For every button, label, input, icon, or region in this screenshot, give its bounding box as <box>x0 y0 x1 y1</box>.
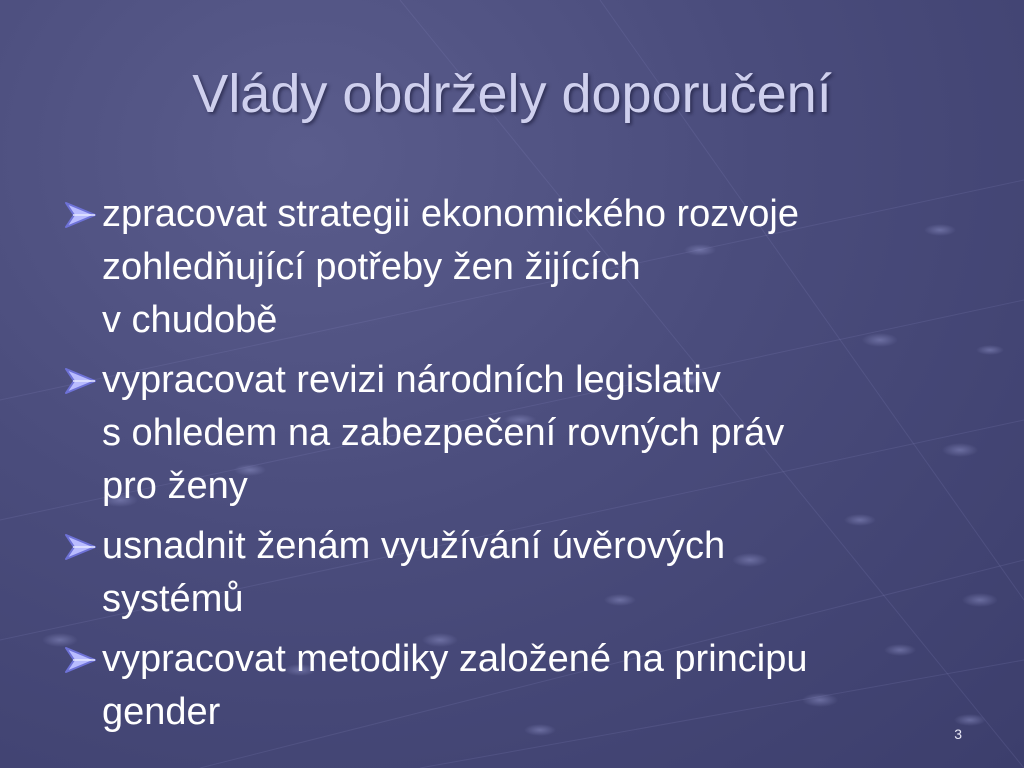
slide-number: 3 <box>954 726 962 742</box>
bullet-list <box>62 188 962 746</box>
slide-title: Vlády obdržely doporučení <box>192 64 832 124</box>
bullet-text: usnadnit ženám využívání úvěrových systémů <box>102 525 726 620</box>
arrowhead-bullet-icon <box>64 532 98 562</box>
bullet-text: vypracovat metodiky založené na principu gender <box>102 638 808 733</box>
bullet-text: zpracovat strategii ekonomického rozvoje zohledňující potřeby žen žijících v chudobě <box>102 193 800 341</box>
bullet-text: vypracovat revizi národních legislativ s ohledem na zabezpečení rovných práv pro ženy <box>102 359 785 507</box>
arrowhead-bullet-icon <box>64 366 98 396</box>
arrowhead-bullet-icon <box>64 645 98 675</box>
bullet-item <box>62 633 962 739</box>
bullet-item <box>62 188 962 347</box>
bullet-item <box>62 354 962 513</box>
bullet-item <box>62 520 962 626</box>
arrowhead-bullet-icon <box>64 200 98 230</box>
